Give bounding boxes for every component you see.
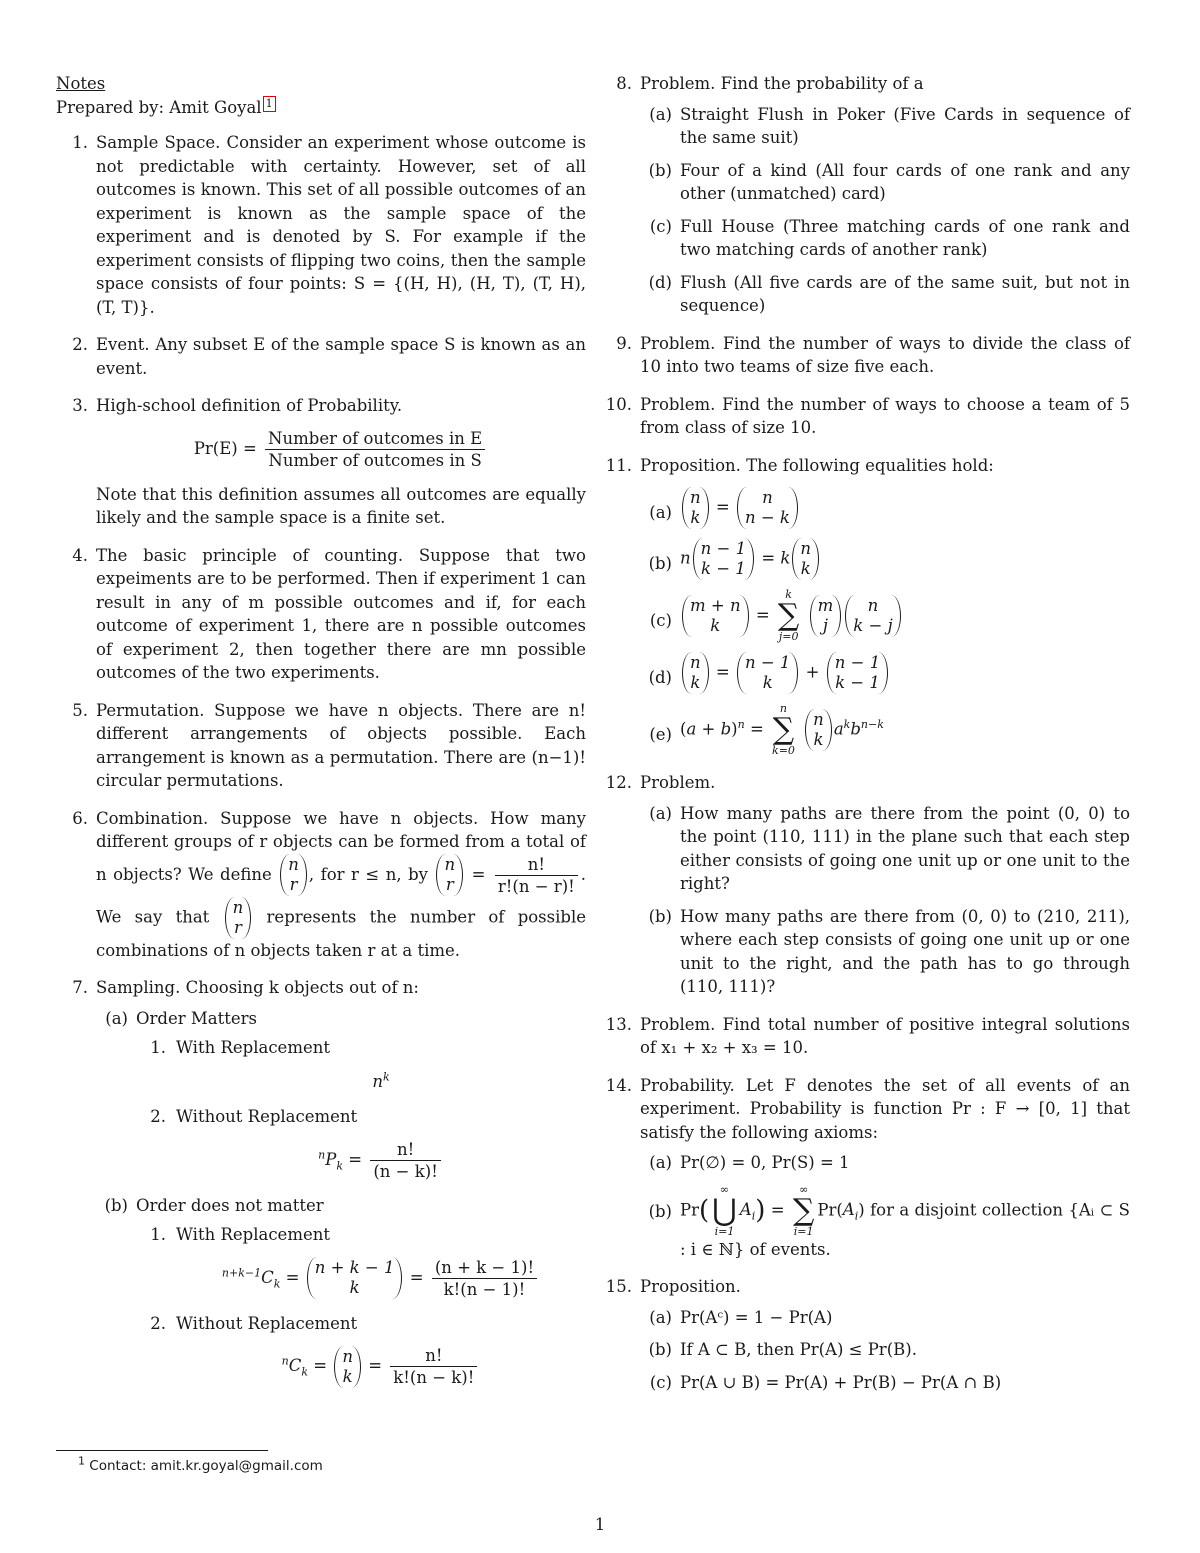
eq-combination-repl: $^{n+k-1}C_k$ = n + k − 1 k = $\frac{(n + k - 1)!}{k!(n - 1)!}$: [176, 1257, 586, 1300]
footnote: $^1$ Contact: amit.kr.goyal@gmail.com: [78, 1454, 323, 1474]
sampling-order-not-matter: (b) Order does not matter 1. With Replacement $^{n+k-1}C_k$ = n + k − 1 k = $\frac{(n + k - 1)!}{k!(n - 1)!}$ 2. Without Replacement $^nC_k$ = n k = $\frac{n!}{k!(n - k)!}$: [96, 1194, 586, 1389]
item-problem-13: 13. Problem. Find total number of positive integral solutions of x₁ + x₂ + x₃ = 10.: [605, 1014, 1130, 1057]
left-column: [56, 72, 586, 1402]
item-sampling: 7. Sampling. Choosing k objects out of n: (a) Order Matters 1. With Replacement $n^k$ 2. Without Replacement $^nP_k$ = $\frac{n!}{(n - k)!}$ (b) Order does not matter 1. With Replacement $^{n+k-1}C_k$ = n + k − 1 k = $\frac{(n + k - 1)!}{k!(n - 1)!}$ 2. Without Replacement $^nC_k$ = n k = $\frac{n!}{k!(n - k)!}$: [56, 976, 586, 1388]
identity-c: (c) m + n k = k ∑ j=0 m j n k − j: [640, 589, 1130, 643]
sampling-order-matters: (a) Order Matters 1. With Replacement $n^k$ 2. Without Replacement $^nP_k$ = $\frac{n!}{(n - k)!}$: [96, 1007, 586, 1182]
right-column: [600, 72, 1130, 1408]
item-counting: 4. The basic principle of counting. Suppose that two expeiments are to be performed. Then if experiment 1 can result in any of m possible outcomes and if, for each outcome of experiment 1, there are n possible outcomes of experiment 2, then together there are mn possible outcomes of the two experiments.: [72, 545, 586, 682]
identity-e: (e) $(a + b)^n$ = n ∑ k=0 n k $a^kb^{n-k}$: [649, 702, 884, 757]
binom-n-r: n r: [225, 897, 252, 939]
item-permutation: 5. Permutation. Suppose we have n objects. There are n! different arrangements of objects possible. Each arrangement is known as a permutation. There are (n−1)! circular permutations.: [72, 700, 586, 790]
item-combination: 6. Combination. Suppose we have n objects. How many different groups of r objects can be formed from a total of n objects? We define n r , for r ≤ n, by n r = $\frac{n!}{r!(n - r)!}$ . We say that n r represents the number of possible combinations of n objects taken r at a time.: [72, 808, 587, 960]
list-item: (a) Pr(∅) = 0, Pr(S) = 1: [649, 1153, 850, 1172]
item-probability-axioms: 14. Probability. Let F denotes the set of all events of an experiment. Probability is function Pr : F → [0, 1] that satisfy the following axioms: (a) Pr(∅) = 0, Pr(S) = 1 (b) Pr( ∞ ⋃ i=1 $A_i$) = ∞ ∑ i=1 $Pr(A_i)$ for a disjoint collection {Aᵢ ⊂ S : i ∈ ℕ} of events.: [600, 1074, 1130, 1262]
eq-permutation: $^nP_k$ = $\frac{n!}{(n - k)!}$: [176, 1139, 586, 1182]
identity-a: (a) n k = n n − k: [640, 487, 1130, 529]
item-problem-8: 8. Problem. Find the probability of a (a) Straight Flush in Poker (Five Cards in sequence of the same suit) (b) Four of a kind (All four cards of one rank and any other (unmatched) card) (c) Full House (Three matching cards of one rank and two matching cards of another rank) (d) Flush (All five cards are of the same suit, but not in sequence): [600, 72, 1130, 318]
list-item: (b) Four of a kind (All four cards of one rank and any other (unmatched) card): [648, 160, 1130, 203]
page-number: 1: [594, 1515, 606, 1534]
item-proposition-15: 15. Proposition. (a) Pr(Aᶜ) = 1 − Pr(A) (b) If A ⊂ B, then Pr(A) ≤ Pr(B). (c) Pr(A ∪ B) = Pr(A) + Pr(B) − Pr(A ∩ B): [600, 1275, 1130, 1394]
item-definition: 3. High-school definition of Probability. Pr(E) = $\frac{\text{Number of outcomes in E}}{\text{Number of outcomes in S}}$ Note that this definition assumes all outcomes are equally likely and the sample space is a finite set.: [72, 396, 586, 527]
item-event: 2. Event. Any subset E of the sample space S is known as an event.: [72, 335, 586, 378]
list-item: (b) How many paths are there from (0, 0) to (210, 211), where each step consists of going one unit up or one unit to the right, and the path has to go through (110, 111)?: [648, 906, 1130, 996]
item-problem-12: 12. Problem. (a) How many paths are there from the point (0, 0) to the point (110, 111) in the plane such that each step either consists of going one unit up or one unit to the right? (b) How many paths are there from (0, 0) to (210, 211), where each step consists of going one unit up or one unit to the right, and the path has to go through (110, 111)?: [600, 771, 1130, 999]
axiom-countable-additivity: (b) Pr( ∞ ⋃ i=1 $A_i$) = ∞ ∑ i=1 $Pr(A_i)$ for a disjoint collection {Aᵢ ⊂ S : i ∈ ℕ} of events.: [648, 1182, 1130, 1259]
list-item: (c) Pr(A ∪ B) = Pr(A) + Pr(B) − Pr(A ∩ B): [649, 1372, 1002, 1392]
list-item: (a) Straight Flush in Poker (Five Cards in sequence of the same suit): [649, 104, 1130, 147]
identity-d: (d) n k = n − 1 k + n − 1 k − 1: [640, 652, 1130, 694]
footnote-ref[interactable]: 1: [263, 96, 276, 112]
item-problem-9: 9. Problem. Find the number of ways to divide the class of 10 into two teams of size five each.: [616, 333, 1130, 376]
eq-combination: $^nC_k$ = n k = $\frac{n!}{k!(n - k)!}$: [176, 1345, 586, 1388]
binom-n-r: n r: [280, 854, 307, 896]
item-sample-space: 1. Sample Space. Consider an experiment whose outcome is not predictable with certainty. However, set of all outcomes is known. This set of all possible outcomes of an experiment is known as the sample space of the experiment and is denoted by S. For example if the experiment consists of flipping two coins, then the sample space consists of four points: S = {(H, H), (H, T), (T, H), (T, T)}.: [72, 133, 586, 317]
notes-heading: Notes: [56, 74, 106, 93]
probability-equation: Pr(E) = $\frac{\text{Number of outcomes in E}}{\text{Number of outcomes in S}}$: [96, 428, 586, 471]
list-item: (a) How many paths are there from the point (0, 0) to the point (110, 111) in the plane such that each step either consists of going one unit up or one unit to the right?: [649, 803, 1130, 893]
list-item: (c) Full House (Three matching cards of one rank and two matching cards of another rank): [649, 216, 1130, 259]
prepared-by: Prepared by: Amit Goyal 1: [56, 96, 586, 120]
eq-n-pow-k: $n^k$: [372, 1070, 390, 1091]
list-item: (a) Pr(Aᶜ) = 1 − Pr(A): [649, 1307, 833, 1327]
item-proposition-11: 11. Proposition. The following equalities hold: (a) n k = n n − k (b) n n − 1 k − 1 = k n k (c) m + n k = k ∑ j=0 m j n k − j (d) n k = n − 1 k + n − 1 k − 1 (e) $(a + b)^n$ = n ∑ k=0 n k $a^kb^{n-k}$: [600, 454, 1130, 758]
item-problem-10: 10. Problem. Find the number of ways to choose a team of 5 from class of size 10.: [605, 394, 1130, 437]
list-item: (d) Flush (All five cards are of the same suit, but not in sequence): [648, 272, 1130, 315]
list-item: (b) If A ⊂ B, then Pr(A) ≤ Pr(B).: [648, 1340, 917, 1359]
identity-b: (b) n n − 1 k − 1 = k n k: [640, 538, 1130, 580]
binom-n-r: n r: [436, 854, 463, 896]
footnote-rule: [56, 1450, 268, 1451]
